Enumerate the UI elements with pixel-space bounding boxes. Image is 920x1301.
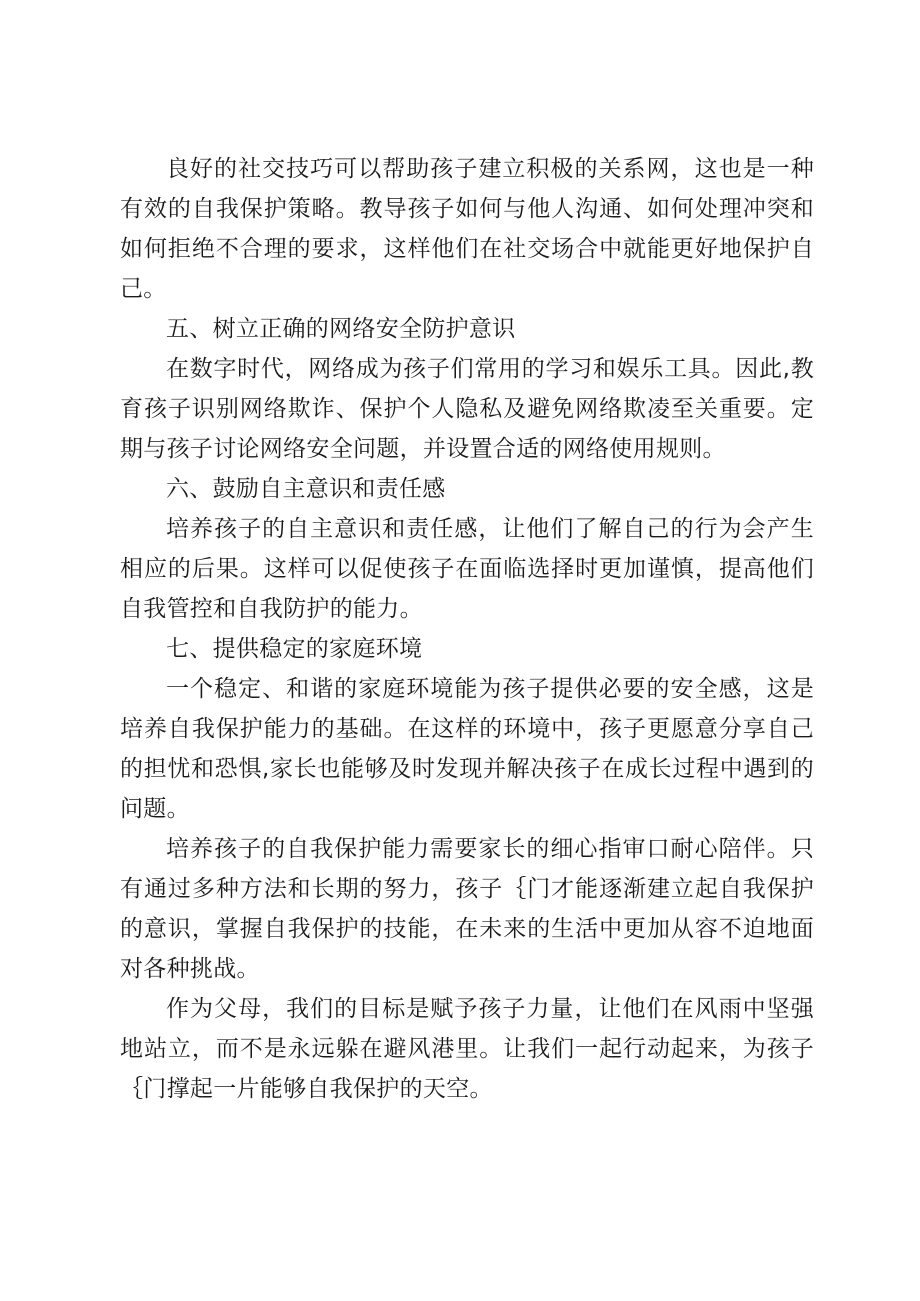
paragraph-family-environment: 一个稳定、和谐的家庭环境能为孩子提供必要的安全感，这是培养自我保护能力的基础。在这样的环境中，孩子更愿意分享自己的担忧和恐惧,家长也能够及时发现并解决孩子在成长过程中遇到的问题。 <box>120 676 814 822</box>
heading-section-7: 七、提供稳定的家庭环境 <box>166 636 423 662</box>
paragraph-autonomy: 培养孩子的自主意识和责任感，让他们了解自己的行为会产生相应的后果。这样可以促使孩子在面临选择时更加谨慎，提高他们自我管控和自我防护的能力。 <box>120 516 814 622</box>
paragraph-social-skills: 良好的社交技巧可以帮助孩子建立积极的关系网，这也是一种有效的自我保护策略。教导孩子如何与他人沟通、如何处理冲突和如何拒绝不合理的要求，这样他们在社交场合中就能更好地保护自己。 <box>120 156 814 302</box>
paragraph-network-safety: 在数字时代，网络成为孩子们常用的学习和娱乐工具。因此,教育孩子识别网络欺诈、保护个人隐私及避免网络欺凌至关重要。定期与孩子讨论网络安全问题，并设置合适的网络使用规则。 <box>120 356 814 462</box>
heading-section-6: 六、鼓励自主意识和责任感 <box>166 476 446 502</box>
paragraph-parents-goal: 作为父母，我们的目标是赋予孩子力量，让他们在风雨中坚强地站立，而不是永远躲在避风港里。让我们一起行动起来，为孩子｛门撑起一片能够自我保护的天空。 <box>120 996 814 1102</box>
document-body <box>120 149 814 1109</box>
paragraph-conclusion: 培养孩子的自我保护能力需要家长的细心指审口耐心陪伴。只有通过多种方法和长期的努力，孩子｛门才能逐渐建立起自我保护的意识，掌握自我保护的技能，在未来的生活中更加从容不迫地面对各种挑战。 <box>120 836 814 982</box>
heading-section-5: 五、树立正确的网络安全防护意识 <box>166 316 516 342</box>
